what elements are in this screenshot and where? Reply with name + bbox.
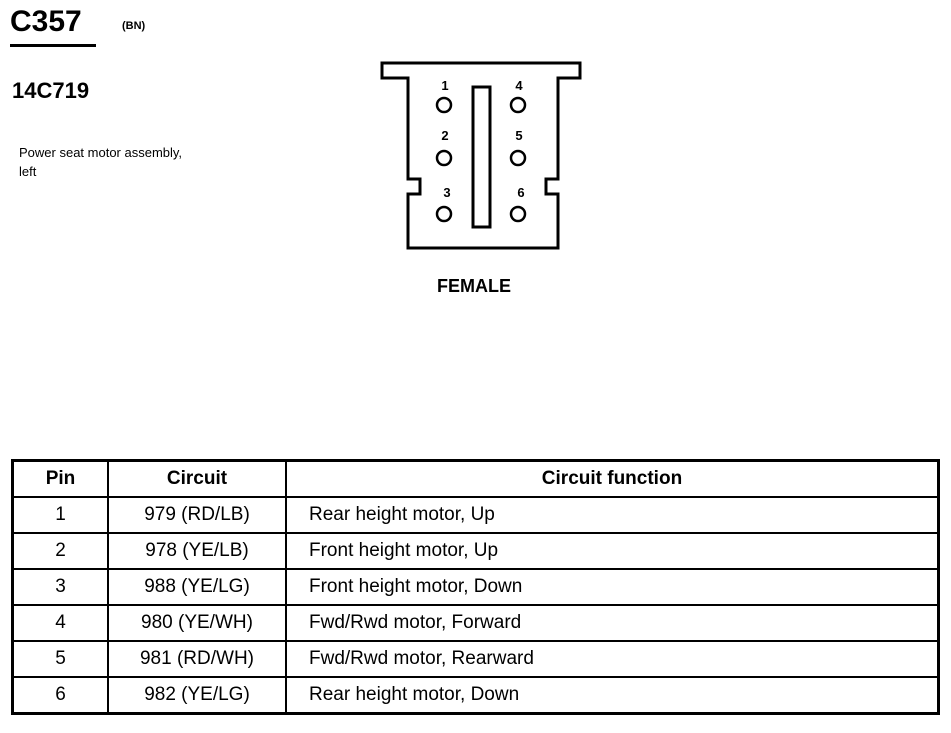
table-row [13, 497, 939, 533]
circuit-cell: 988 (YE/LG) [108, 569, 286, 605]
pin-cell: 3 [13, 569, 109, 605]
header-circuit-function: Circuit function [286, 461, 939, 498]
title-underline [10, 44, 96, 47]
circuit-cell: 979 (RD/LB) [108, 497, 286, 533]
connector-id: C357 [10, 5, 82, 38]
pin-label-3: 3 [443, 185, 451, 200]
pin-cell: 2 [13, 533, 109, 569]
table-row [13, 641, 939, 677]
pin-cell: 4 [13, 605, 109, 641]
circuit-cell: 981 (RD/WH) [108, 641, 286, 677]
function-cell: Front height motor, Up [286, 533, 939, 569]
pin-3-cavity [437, 207, 451, 221]
function-cell: Rear height motor, Up [286, 497, 939, 533]
pin-4-cavity [511, 98, 525, 112]
pin-6-cavity [511, 207, 525, 221]
pin-label-5: 5 [515, 128, 523, 143]
pin-cell: 6 [13, 677, 109, 714]
header-circuit: Circuit [108, 461, 286, 498]
circuit-cell: 978 (YE/LB) [108, 533, 286, 569]
pin-label-1: 1 [441, 78, 449, 93]
pin-2-cavity [437, 151, 451, 165]
component-description: Power seat motor assembly, left [19, 145, 183, 179]
pin-cell: 5 [13, 641, 109, 677]
function-cell: Rear height motor, Down [286, 677, 939, 714]
function-cell: Fwd/Rwd motor, Rearward [286, 641, 939, 677]
circuit-cell: 980 (YE/WH) [108, 605, 286, 641]
circuit-cell: 982 (YE/LG) [108, 677, 286, 714]
pin-label-4: 4 [515, 78, 523, 93]
connector-face-diagram [370, 55, 590, 255]
pin-1-cavity [437, 98, 451, 112]
center-key [473, 87, 490, 227]
table-row [13, 569, 939, 605]
connector-color: (BN) [122, 20, 146, 32]
table-row [13, 677, 939, 714]
table-header-row [13, 461, 939, 498]
pin-label-6: 6 [517, 185, 525, 200]
connector-gender-label: FEMALE [437, 276, 511, 296]
function-cell: Fwd/Rwd motor, Forward [286, 605, 939, 641]
connector-outline [382, 63, 580, 248]
function-cell: Front height motor, Down [286, 569, 939, 605]
table-row [13, 533, 939, 569]
pin-table [11, 459, 940, 715]
pin-cell: 1 [13, 497, 109, 533]
connector-title [10, 4, 82, 40]
table-row [13, 605, 939, 641]
pin-label-2: 2 [441, 128, 449, 143]
pin-5-cavity [511, 151, 525, 165]
part-number: 14C719 [12, 78, 90, 103]
header-pin: Pin [13, 461, 109, 498]
